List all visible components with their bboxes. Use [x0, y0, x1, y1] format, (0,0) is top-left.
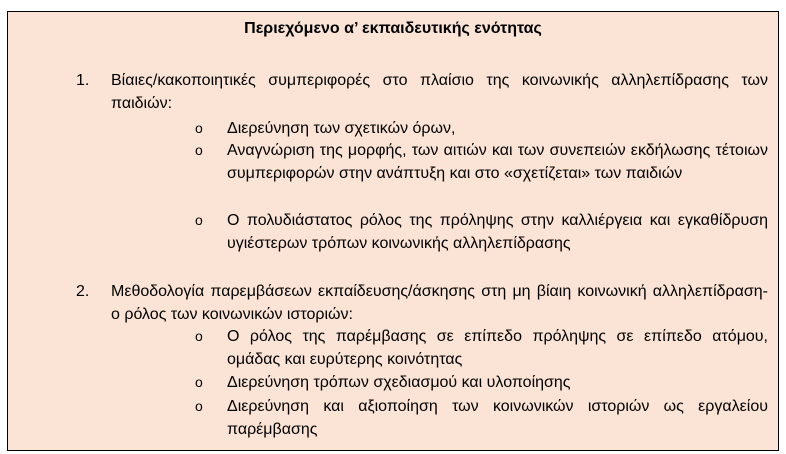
hollow-bullet-icon: o: [195, 142, 203, 158]
list-item-text: Μεθοδολογία παρεμβάσεων εκπαίδευσης/άσκησης στη μη βίαιη κοινωνική αλληλεπίδραση- ο ρόλος των κοινωνικών ιστοριών:: [111, 283, 768, 323]
hollow-bullet-icon: o: [195, 212, 203, 228]
sub-item-text: Διερεύνηση και αξιοποίηση των κοινωνικών ιστοριών ως εργαλείου παρέμβασης: [227, 398, 768, 438]
content-box: [7, 11, 779, 451]
sub-item-text: Διερεύνηση τρόπων σχεδιασμού και υλοποίησης: [227, 374, 571, 391]
section-title: Περιεχόμενο α’ εκπαιδευτικής ενότητας: [244, 20, 542, 37]
sub-item-text: Διερεύνηση των σχετικών όρων,: [227, 120, 456, 137]
hollow-bullet-icon: o: [195, 328, 203, 344]
list-number: 1.: [76, 72, 90, 89]
sub-item-text: Ο πολυδιάστατος ρόλος της πρόληψης στην καλλιέργεια και εγκαθίδρυση υγιέστερων τρόπων κοινωνικής αλληλεπίδρασης: [227, 212, 768, 252]
hollow-bullet-icon: o: [195, 120, 203, 136]
hollow-bullet-icon: o: [195, 398, 203, 414]
list-number: 2.: [76, 283, 90, 300]
sub-item-text: Ο ρόλος της παρέμβασης σε επίπεδο πρόληψης σε επίπεδο ατόμου, ομάδας και ευρύτερης κοινότητας: [227, 328, 768, 368]
list-item-text: Βίαιες/κακοποιητικές συμπεριφορές στο πλαίσιο της κοινωνικής αλληλεπίδρασης των παιδιών:: [111, 72, 768, 112]
hollow-bullet-icon: o: [195, 374, 203, 390]
sub-item-text: Αναγνώριση της μορφής, των αιτιών και των συνεπειών εκδήλωσης τέτοιων συμπεριφορών στην ανάπτυξη και στο «σχετίζεται» των παιδιών: [227, 142, 768, 182]
